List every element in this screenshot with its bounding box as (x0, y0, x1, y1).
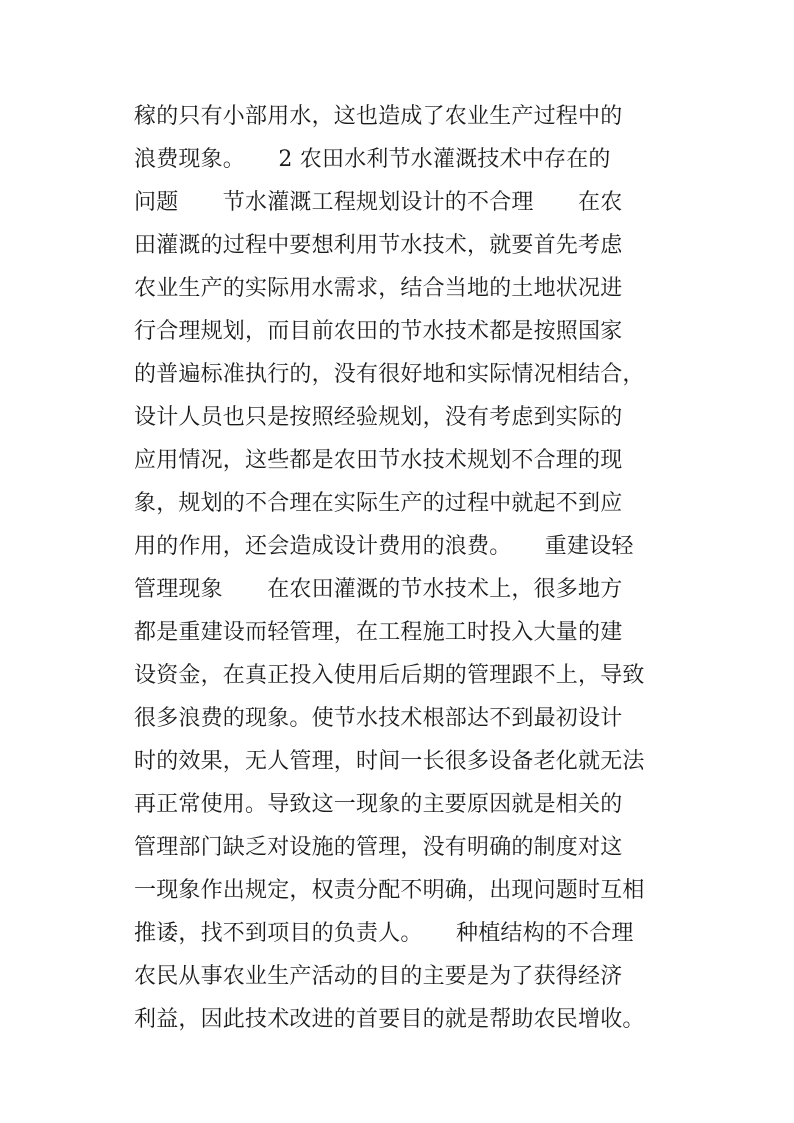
text-line-2: 浪费现象。 2 农田水利节水灌溉技术中存在的 (134, 147, 611, 172)
text-line-13: 都是重建设而轻管理，在工程施工时投入大量的建 (134, 620, 623, 645)
text-line-12: 管理现象 在农田灌溉的节水技术上，很多地方 (134, 577, 623, 602)
text-line-18: 管理部门缺乏对设施的管理，没有明确的制度对这 (134, 835, 623, 860)
text-line-17: 再正常使用。导致这一现象的主要原因就是相关的 (134, 792, 623, 817)
text-line-14: 设资金，在真正投入使用后后期的管理跟不上，导致 (134, 663, 645, 688)
body-text (134, 95, 694, 1041)
text-line-15: 很多浪费的现象。使节水技术根部达不到最初设计 (134, 706, 623, 731)
text-line-20: 推诿，找不到项目的负责人。 种植结构的不合理 (134, 921, 634, 946)
text-line-11: 用的作用，还会造成设计费用的浪费。 重建设轻 (134, 534, 634, 559)
text-line-19: 一现象作出规定，权责分配不明确，出现问题时互相 (134, 878, 645, 903)
text-line-4: 田灌溉的过程中要想利用节水技术，就要首先考虑 (134, 233, 623, 258)
text-line-6: 行合理规划，而目前农田的节水技术都是按照国家 (134, 319, 623, 344)
text-line-8: 设计人员也只是按照经验规划，没有考虑到实际的 (134, 405, 623, 430)
text-line-3: 问题 节水灌溉工程规划设计的不合理 在农 (134, 190, 623, 215)
text-line-7: 的普遍标准执行的，没有很好地和实际情况相结合， (134, 362, 645, 387)
text-line-16: 时的效果，无人管理，时间一长很多设备老化就无法 (134, 749, 645, 774)
text-line-1: 稼的只有小部用水，这也造成了农业生产过程中的 (134, 104, 623, 129)
text-line-9: 应用情况，这些都是农田节水技术规划不合理的现 (134, 448, 623, 473)
text-line-22: 利益，因此技术改进的首要目的就是帮助农民增收。 (134, 1007, 645, 1032)
text-line-5: 农业生产的实际用水需求，结合当地的土地状况进 (134, 276, 623, 301)
text-line-10: 象，规划的不合理在实际生产的过程中就起不到应 (134, 491, 623, 516)
text-line-21: 农民从事农业生产活动的目的主要是为了获得经济 (134, 964, 623, 989)
